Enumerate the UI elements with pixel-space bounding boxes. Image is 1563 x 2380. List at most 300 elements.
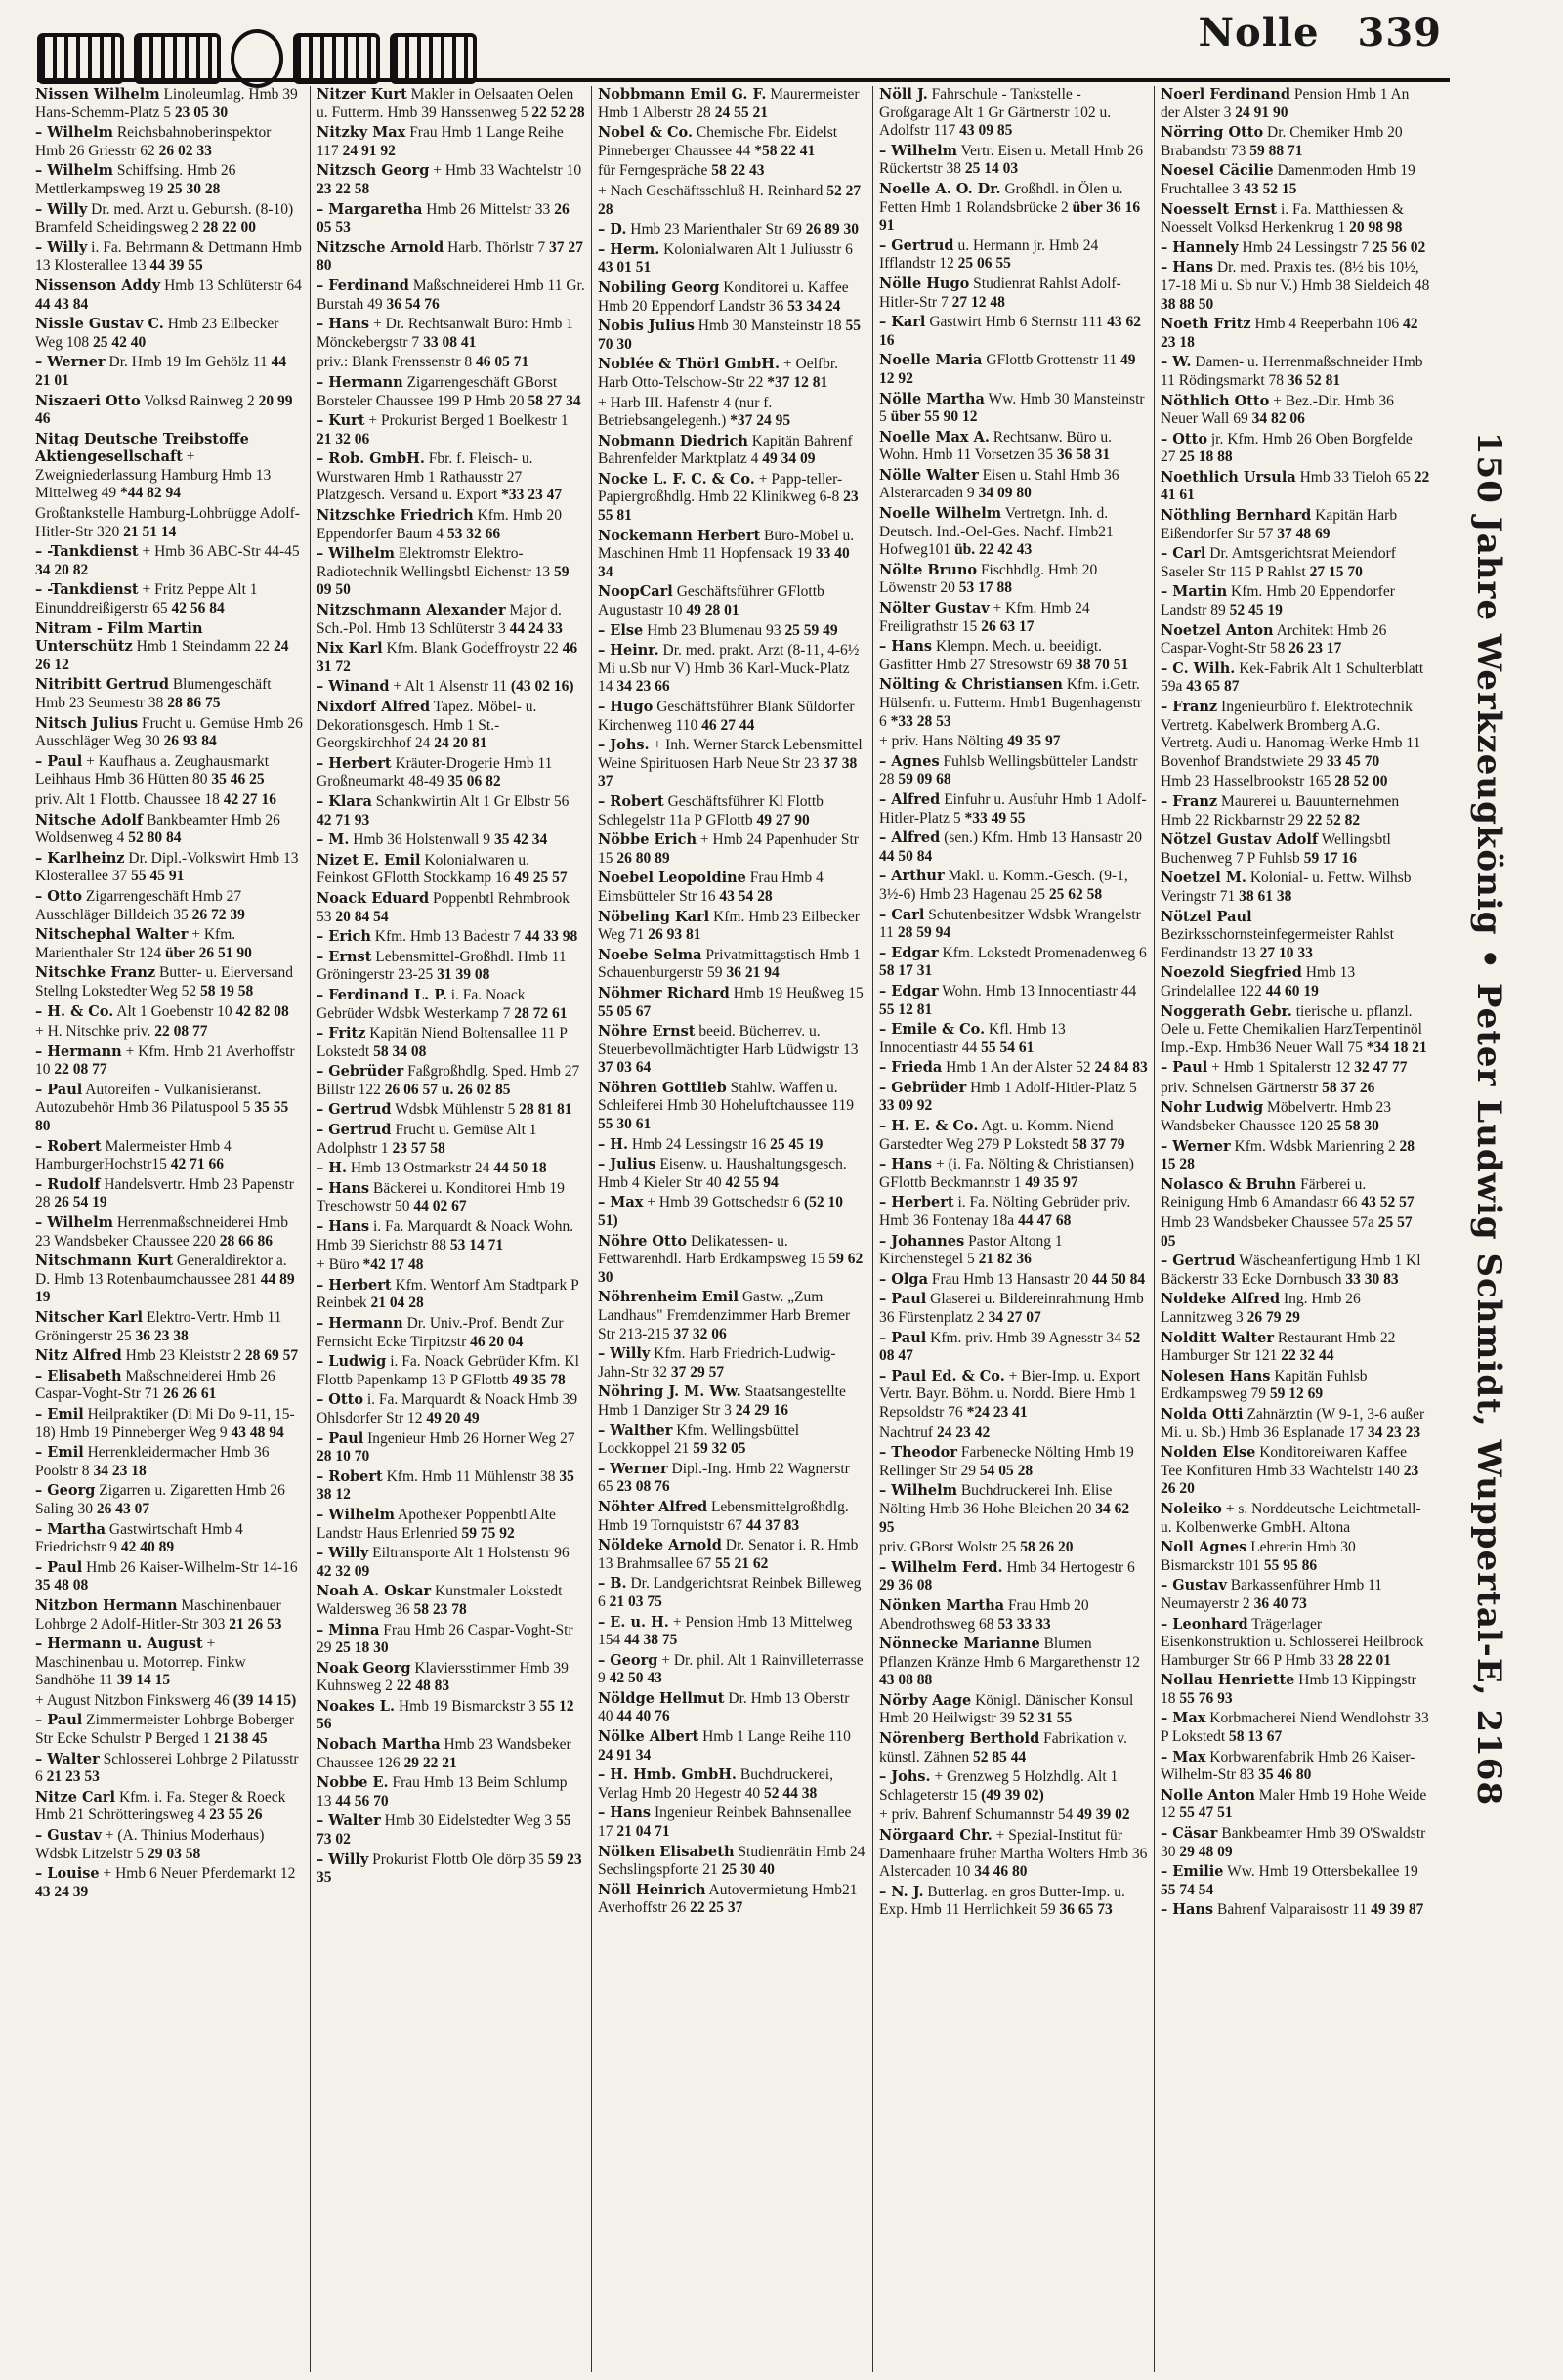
entry-phone: 34 46 80	[974, 1863, 1028, 1881]
directory-entry	[317, 1583, 585, 1619]
entry-details: + Dr. phil. Alt 1 Rainvilleterrasse 9	[598, 1651, 864, 1687]
entry-phone: 42 71 93	[317, 811, 370, 829]
directory-entry	[35, 620, 304, 675]
entry-phone: 23 55 81	[598, 489, 859, 525]
entry-name: – Gertrud	[879, 236, 954, 254]
directory-entry	[879, 86, 1148, 141]
entry-name: – Olga	[879, 1270, 928, 1288]
entry-details: Hmb 4 Reeperbahn 106	[1254, 316, 1400, 333]
directory-entry	[317, 1277, 585, 1313]
entry-details: Dr. Senator i. R. Hmb 13 Brahmsallee 67	[598, 1537, 859, 1572]
entry-details: Poppenbtl Rehmbrook 53	[317, 889, 570, 925]
entry-phone: 46 27 44	[701, 716, 755, 734]
entry-details: priv. Alt 1 Flottb. Chaussee 18	[35, 790, 220, 808]
entry-phone: 58 27 34	[528, 392, 581, 409]
entry-name: Nitsche Adolf	[35, 811, 144, 829]
entry-phone: 28 86 75	[167, 695, 221, 711]
directory-entry	[879, 983, 1148, 1019]
entry-details: Kek-Fabrik Alt 1 Schulterblatt 59a	[1161, 659, 1424, 696]
directory-entry	[598, 1805, 866, 1841]
entry-name: – Winand	[317, 678, 390, 696]
entry-name: Noezold Siegfried	[1161, 964, 1302, 982]
directory-entry	[1161, 316, 1430, 352]
entry-details: Studienrätin Hmb 24 Sechslingspforte 21	[598, 1843, 866, 1879]
entry-name: – Hans	[317, 1179, 370, 1197]
entry-name: – W.	[1161, 354, 1192, 371]
page-header	[0, 0, 1563, 78]
entry-name: Nitzbon Hermann	[35, 1596, 178, 1614]
entry-name: – Gertrud	[317, 1122, 392, 1139]
entry-phone: 44 60 19	[1265, 982, 1319, 999]
entry-details: Kfm. i.Getr. Hülsenfr. u. Futterm. Hmb1 Bugenhagenstr 6	[879, 676, 1143, 730]
entry-name: Nollau Henriette	[1161, 1672, 1295, 1689]
directory-entry	[35, 1253, 304, 1307]
entry-name: – Heinr.	[598, 642, 659, 659]
entry-name: Nöthling Bernhard	[1161, 507, 1312, 525]
directory-entry	[598, 1080, 866, 1134]
entry-name: – -Tankdienst	[35, 543, 139, 561]
entry-name: – Cäsar	[1161, 1825, 1218, 1843]
directory-entry	[598, 356, 866, 392]
entry-phone: (52 10 51)	[598, 1194, 844, 1230]
directory-entry	[35, 926, 304, 962]
entry-name: Noetzel Anton	[1161, 621, 1274, 639]
entry-details: Agt. u. Komm. Niend Garstedter Weg 279 P Lokstedt	[879, 1118, 1114, 1153]
entry-details: Rechtsanw. Büro u. Wohn. Hmb 11 Vorsetzen 35	[879, 428, 1113, 464]
entry-phone: 44 37 83	[745, 1516, 800, 1534]
directory-entry	[1161, 909, 1430, 963]
directory-entry	[35, 1309, 304, 1345]
entry-phone: 59 62 30	[598, 1251, 864, 1286]
entry-details: Linoleumlag. Hmb 39 Hans-Schemm-Platz 5	[35, 86, 298, 121]
entry-details: Hmb 24 Lessingstr 7	[1242, 238, 1370, 256]
entry-details: Großhdl. in Ölen u. Fetten Hmb 1 Rolandsbrücke 2	[879, 180, 1123, 216]
directory-entry	[598, 241, 866, 277]
entry-phone: 49 35 97	[1007, 733, 1061, 750]
entry-name: – Johs.	[598, 737, 650, 754]
entry-details: Gastwirt Hmb 6 Sternstr 111	[929, 314, 1104, 331]
directory-entry	[879, 1539, 1148, 1557]
directory-entry	[879, 1233, 1148, 1269]
entry-phone: 21 04 28	[370, 1295, 424, 1312]
entry-name: Nötzel Gustav Adolf	[1161, 831, 1319, 849]
entry-phone: *34 18 21	[1366, 1039, 1427, 1056]
directory-entry	[1161, 583, 1430, 619]
entry-name: – Hans	[879, 638, 933, 656]
entry-phone: 33 40 34	[598, 545, 850, 580]
directory-entry	[879, 868, 1148, 904]
entry-name: – Elisabeth	[35, 1367, 122, 1384]
entry-phone: 55 70 30	[598, 318, 861, 353]
directory-entry	[35, 791, 304, 810]
entry-name: Noetzel M.	[1161, 870, 1246, 887]
directory-entry	[598, 622, 866, 641]
entry-name: – Max	[1161, 1710, 1206, 1727]
entry-details: Hmb 13 Kippingstr 18	[1161, 1672, 1416, 1707]
entry-name: – Hugo	[598, 699, 654, 715]
entry-phone: 37 32 06	[673, 1325, 727, 1342]
entry-details: + H. Nitschke priv.	[35, 1023, 151, 1041]
entry-phone: 58 34 08	[373, 1042, 427, 1060]
directory-entry	[598, 1537, 866, 1573]
entry-phone: (39 14 15)	[232, 1691, 297, 1709]
directory-entry	[317, 1736, 585, 1772]
entry-details: Reichsbahnoberinspektor Hmb 26 Griesstr 62	[35, 124, 272, 159]
entry-phone: 37 03 64	[598, 1059, 652, 1077]
entry-details: + Bez.-Dir. Hmb 36 Neuer Wall 69	[1161, 392, 1394, 428]
entry-details: beeid. Bücherrev. u. Steuerbevollmächtigter Harb Lüdwigstr 13	[598, 1023, 859, 1058]
entry-name: – Herm.	[598, 240, 660, 258]
directory-entry	[317, 1430, 585, 1466]
entry-details: Hmb 1 An der Alster 52	[946, 1059, 1091, 1077]
directory-entry	[35, 316, 304, 352]
directory-entry	[1161, 393, 1430, 429]
entry-details: + Alt 1 Alsenstr 11	[393, 678, 508, 696]
entry-phone: 31 39 08	[437, 966, 490, 984]
entry-details: Korbwarenfabrik Hmb 26 Kaiser-Wilhelm-Str 83	[1161, 1748, 1415, 1784]
entry-phone: 26 26 61	[163, 1385, 217, 1403]
directory-entry	[598, 1882, 866, 1918]
directory-entry	[879, 352, 1148, 388]
entry-name: Nocke L. F. C. & Co.	[598, 470, 755, 488]
entry-phone: *44 82 94	[119, 485, 181, 502]
entry-name: – Walter	[35, 1750, 100, 1767]
entry-name: – Johannes	[879, 1232, 965, 1250]
entry-phone: *33 28 53	[890, 712, 951, 730]
directory-entry	[317, 640, 585, 676]
entry-details: Gastw. „Zum Landhaus" Fremdenzimmer Harb Bremer Str 213-215	[598, 1289, 851, 1342]
directory-entry	[35, 505, 304, 541]
entry-details: Makl. u. Komm.-Gesch. (9-1, 3½-6) Hmb 23 Hagenau 25	[879, 868, 1128, 903]
entry-details: + Hmb 39 Gottschedstr 6	[647, 1194, 801, 1211]
directory-entry	[1161, 507, 1430, 543]
directory-entry	[35, 581, 304, 617]
entry-phone: 44 21 01	[35, 354, 287, 389]
entry-phone: über 26 51 90	[165, 944, 252, 961]
entry-details: Hmb 26 Kaiser-Wilhelm-Str 14-16	[86, 1558, 298, 1576]
entry-details: Kapitän Bahrenf Bahrenfelder Marktplatz 4	[598, 432, 853, 468]
entry-name: Nöbeling Karl	[598, 908, 710, 925]
entry-name: – Alfred	[879, 829, 941, 847]
entry-phone: 22 08 77	[54, 1061, 107, 1079]
entry-phone: 27 15 70	[1309, 563, 1363, 580]
directory-entry	[35, 888, 304, 924]
entry-details: Hmb 36 Holstenwall 9	[353, 831, 491, 849]
entry-details: Lebensmittel-Großhdl. Hmb 11 Gröningerstr 23-25	[317, 948, 567, 984]
entry-name: – Georg	[35, 1482, 96, 1500]
entry-details: Prokurist Flottb Ole dörp 35	[372, 1850, 544, 1868]
entry-details: Büro-Möbel u. Maschinen Hmb 11 Hopfensack 19	[598, 527, 855, 563]
directory-entry	[879, 1884, 1148, 1920]
directory-entry	[598, 1233, 866, 1288]
entry-name: – Karl	[879, 314, 926, 331]
entry-details: Ww. Hmb 19 Ottersbekallee 19	[1227, 1863, 1418, 1881]
entry-phone: 21 82 36	[978, 1251, 1032, 1268]
entry-details: Kolonial- u. Fettw. Wilhsb Veringstr 71	[1161, 870, 1412, 905]
entry-details: + Nach Geschäftsschluß H. Reinhard	[598, 182, 824, 199]
entry-phone: 59 12 69	[1269, 1385, 1324, 1403]
entry-details: Dr. Chemiker Hmb 20 Brabandstr 73	[1161, 124, 1403, 159]
entry-phone: 35 42 34	[493, 831, 548, 849]
entry-details: Frau Hmb 13 Beim Schlump 13	[317, 1774, 568, 1809]
entry-details: Frau Hmb 4 Eimsbütteler Str 16	[598, 870, 824, 905]
entry-name: – Herbert	[317, 754, 392, 772]
entry-name: – Emil	[35, 1405, 84, 1423]
directory-entry	[879, 237, 1148, 274]
entry-phone: 34 23 66	[616, 678, 670, 696]
entry-details: Staatsangestellte Hmb 1 Danziger Str 3	[598, 1383, 846, 1419]
entry-name: – Werner	[598, 1460, 668, 1477]
entry-details: + Fritz Peppe Alt 1 Einunddreißigerstr 65	[35, 581, 258, 617]
entry-details: Major d. Sch.-Pol. Hmb 13 Schlüterstr 3	[317, 602, 562, 637]
entry-phone: 54 05 28	[979, 1462, 1034, 1479]
directory-entry	[1161, 124, 1430, 160]
entry-name: Nobach Martha	[317, 1736, 441, 1754]
directory-entry	[598, 737, 866, 791]
entry-details: Restaurant Hmb 22 Hamburger Str 121	[1161, 1329, 1396, 1365]
entry-details: Schlosserei Lohbrge 2 Pilatusstr 6	[35, 1750, 299, 1786]
entry-name: Nobbe E.	[317, 1774, 389, 1792]
entry-phone: 28 22 01	[1337, 1651, 1391, 1669]
entry-phone: 21 32 06	[317, 430, 370, 447]
entry-details: Schiffsing. Hmb 26 Mettlerkampsweg 19	[35, 162, 236, 197]
entry-phone: 28 10 70	[317, 1448, 370, 1466]
entry-phone: 26 89 30	[805, 221, 860, 238]
entry-phone: 25 30 28	[167, 180, 221, 197]
entry-details: Alt 1 Goebenstr 10	[116, 1002, 232, 1020]
entry-details: + Dr. Rechtsanwalt Büro: Hmb 1 Mönckebergstr 7	[317, 316, 574, 351]
entry-details: Hmb 1 Adolf-Hitler-Platz 5	[970, 1079, 1137, 1096]
entry-details: Dr. med. Praxis tes. (8½ bis 10½, 17-18 Mi u. Sb nur V.) Hmb 38 Sieldeich 48	[1161, 259, 1430, 294]
entry-details: Damen- u. Herrenmaßschneider Hmb 11 Rödingsmarkt 78	[1161, 354, 1423, 389]
entry-phone: 38 88 50	[1161, 295, 1214, 313]
entry-phone: 55 05 67	[598, 1002, 652, 1020]
entry-phone: 55 95 86	[1263, 1556, 1318, 1574]
directory-entry	[598, 1728, 866, 1764]
entry-name: – M.	[317, 831, 350, 849]
directory-entry	[1161, 354, 1430, 390]
entry-name: – Willy	[35, 238, 88, 256]
directory-entry	[317, 1545, 585, 1581]
entry-phone: 36 58 31	[1056, 446, 1111, 464]
entry-details: Kräuter-Drogerie Hmb 11 Großneumarkt 48-49	[317, 754, 553, 790]
entry-name: – Wilhelm	[35, 162, 113, 180]
entry-name: Nölter Gustav	[879, 600, 990, 617]
entry-name: – D.	[598, 221, 627, 238]
entry-phone: 21 51 14	[123, 523, 177, 540]
entry-name: – H.	[317, 1160, 348, 1177]
entry-details: Hmb 23 Kleiststr 2	[125, 1347, 242, 1365]
entry-name: – Walter	[317, 1812, 381, 1830]
entry-name: – Wilhelm	[35, 124, 113, 142]
directory-entry	[35, 162, 304, 198]
directory-entry	[317, 1774, 585, 1810]
directory-entry	[35, 1521, 304, 1557]
entry-details: Bankbeamter Hmb 26 Woldsenweg 4	[35, 811, 280, 847]
directory-entry	[35, 1347, 304, 1366]
directory-entry	[317, 1507, 585, 1543]
entry-details: Buchdruckerei, Verlag Hmb 20 Hegestr 40	[598, 1766, 833, 1802]
entry-phone: 25 59 49	[784, 621, 838, 639]
entry-name: – H.	[598, 1135, 629, 1153]
entry-name: – Paul	[35, 1558, 83, 1576]
entry-phone: *33 49 55	[964, 809, 1026, 827]
entry-phone: 49 27 90	[756, 811, 810, 829]
entry-name: Noerl Ferdinand	[1161, 86, 1290, 103]
directory-entry	[598, 279, 866, 316]
entry-phone: 21 23 53	[46, 1768, 100, 1786]
entry-details: Hmb 23 Wandsbeker Chaussee 126	[317, 1736, 571, 1771]
entry-phone: 55 12 81	[879, 1000, 933, 1018]
directory-entry	[1161, 1003, 1430, 1058]
entry-name: Noelle Wilhelm	[879, 505, 1002, 523]
entry-details: Frucht u. Gemüse Hmb 26 Ausschläger Weg 30	[35, 714, 303, 750]
directory-entry	[598, 471, 866, 526]
entry-phone: 44 47 68	[1018, 1212, 1072, 1230]
entry-name: – Minna	[317, 1621, 380, 1638]
directory-entry	[1161, 545, 1430, 581]
directory-entry	[598, 395, 866, 431]
entry-phone: 22 25 37	[690, 1899, 743, 1917]
entry-details: i. Fa. Marquardt & Noack Hmb 39 Ohlsdorfer Str 12	[317, 1391, 578, 1426]
entry-details: Hmb 23 Blumenau 93	[647, 621, 782, 639]
entry-details: Damenmoden Hmb 19 Fruchtallee 3	[1161, 162, 1415, 197]
directory-entry	[1161, 831, 1430, 868]
entry-phone: 55 12 56	[317, 1697, 574, 1733]
entry-phone: 44 40 76	[616, 1708, 670, 1725]
directory-column	[873, 86, 1155, 2372]
directory-entry	[879, 276, 1148, 312]
directory-entry	[1161, 773, 1430, 791]
entry-details: Hmb 24 Lessingstr 16	[631, 1135, 767, 1153]
entry-name: – Theodor	[879, 1444, 957, 1462]
entry-name: – Martha	[35, 1520, 106, 1538]
entry-details: + Büro	[317, 1256, 359, 1274]
entry-details: Herrenkleidermacher Hmb 36 Poolstr 8	[35, 1444, 270, 1479]
entry-phone: 43 52 57	[1361, 1194, 1415, 1211]
entry-name: Nockemann Herbert	[598, 527, 761, 544]
entry-details: Dipl.-Ing. Hmb 22 Wagnerstr 65	[598, 1460, 850, 1496]
directory-entry	[35, 1712, 304, 1748]
entry-phone: 59 09 68	[898, 771, 951, 788]
entry-name: – Otto	[1161, 430, 1207, 447]
entry-phone: 25 42 40	[93, 333, 147, 351]
entry-name: – Paul	[35, 752, 83, 770]
directory-entry	[879, 829, 1148, 866]
entry-details: Blumen Pflanzen Kränze Hmb 6 Margarethenstr 12	[879, 1636, 1140, 1671]
entry-details: Zigarrengeschäft GBorst Borsteler Chaussee 199 P Hmb 20	[317, 373, 558, 409]
entry-name: – Robert	[598, 792, 664, 810]
entry-details: + (i. Fa. Nölting & Christiansen) GFlottb Beckmannstr 1	[879, 1156, 1134, 1191]
entry-phone: 26 43 07	[96, 1500, 150, 1517]
entry-details: priv. Schnelsen Gärtnerstr	[1161, 1079, 1319, 1096]
entry-details: Färberei u. Reinigung Hmb 6 Amandastr 66	[1161, 1175, 1367, 1211]
entry-name: Noak Georg	[317, 1659, 411, 1677]
entry-details: Großtankstelle Hamburg-Lohbrügge Adolf-Hitler-Str 320	[35, 505, 300, 540]
entry-details: + priv. Bahrenf Schumannstr 54	[879, 1806, 1074, 1824]
directory-entry	[1161, 239, 1430, 258]
entry-details: Glaserei u. Bildereinrahmung Hmb 36 Fürstenplatz 2	[879, 1291, 1144, 1326]
entry-phone: 59 17 16	[1303, 849, 1357, 867]
directory-entry	[317, 678, 585, 697]
entry-name: Nolden Else	[1161, 1444, 1256, 1462]
directory-column	[29, 86, 311, 2372]
directory-entry	[879, 562, 1148, 598]
entry-phone: 23 55 26	[209, 1806, 263, 1824]
directory-entry	[35, 277, 304, 314]
directory-entry	[879, 467, 1148, 503]
entry-details: Barkassenführer Hmb 11 Neumayerstr 2	[1161, 1577, 1383, 1612]
entry-phone: 24 23 42	[936, 1424, 991, 1441]
entry-phone: 43 54 28	[719, 887, 773, 905]
directory-entry	[598, 1383, 866, 1420]
entry-name: – Carl	[879, 906, 925, 923]
directory-entry	[1161, 86, 1430, 122]
directory-entry	[879, 429, 1148, 465]
entry-name: – E. u. H.	[598, 1613, 669, 1631]
entry-details: jr. Kfm. Hmb 26 Oben Borgfelde 27	[1161, 430, 1413, 466]
entry-details: Geschäftsführer Kl Flottb Schlegelstr 11a P GFlottb	[598, 792, 824, 829]
entry-name: – Hans	[317, 316, 370, 333]
entry-details: Hmb 23 Eilbecker Weg 108	[35, 316, 279, 351]
entry-phone: 53 34 24	[787, 297, 841, 315]
entry-phone: 24 91 92	[342, 142, 396, 159]
entry-name: Nizet E. Emil	[317, 851, 421, 869]
entry-details: + Harb III. Hafenstr 4 (nur f. Betriebsangelegenh.)	[598, 394, 773, 430]
directory-entry	[317, 162, 585, 198]
directory-entry	[879, 1444, 1148, 1480]
entry-details: + Pension Hmb 13 Mittelweg 154	[598, 1613, 853, 1649]
directory-entry	[317, 852, 585, 888]
entry-phone: 39 14 15	[116, 1672, 171, 1689]
entry-details: Kolonialwaren Alt 1 Juliusstr 6	[663, 240, 853, 258]
entry-phone: 49 35 78	[512, 1371, 566, 1388]
entry-name: Nölke Albert	[598, 1728, 699, 1746]
entry-name: – Hans	[317, 1218, 370, 1236]
entry-name: – Willy	[598, 1345, 651, 1363]
entry-details: Dr. Hmb 13 Oberstr 40	[598, 1689, 850, 1725]
entry-phone: 59 75 92	[461, 1524, 515, 1542]
entry-phone: über 55 90 12	[890, 408, 978, 426]
entry-name: Nohr Ludwig	[1161, 1099, 1264, 1117]
entry-name: – Franz	[1161, 792, 1218, 810]
directory-entry	[317, 1101, 585, 1120]
entry-details: Konditorei u. Kaffee Hmb 20 Eppendorf Landstr 36	[598, 278, 849, 315]
entry-phone: 58 26 20	[1020, 1539, 1074, 1556]
entry-details: + Kaufhaus a. Zeughausmarkt Leihhaus Hmb 36 Hütten 80	[35, 752, 270, 788]
entry-phone: 44 02 67	[413, 1198, 467, 1215]
entry-phone: 29 22 21	[403, 1754, 457, 1771]
entry-phone: 33 08 41	[423, 333, 477, 351]
entry-phone: 26 02 33	[158, 142, 212, 159]
directory-entry	[35, 1138, 304, 1174]
entry-details: Geschäftsführer Blank Süldorfer Kirchenweg 110	[598, 699, 855, 734]
entry-details: i. Fa. Noack Gebrüder Wdsbk Westerkamp 7	[317, 986, 526, 1022]
directory-entry	[598, 1766, 866, 1803]
entry-phone: 29 03 58	[147, 1845, 201, 1862]
entry-name: Nitag Deutsche Treibstoffe Aktiengesellschaft	[35, 430, 249, 466]
entry-phone: 36 54 76	[386, 295, 440, 313]
entry-details: Gastwirtschaft Hmb 4 Friedrichstr 9	[35, 1520, 243, 1556]
entry-phone: 44 39 55	[149, 257, 203, 275]
entry-name: – Leonhard	[1161, 1615, 1248, 1633]
directory-entry	[879, 1482, 1148, 1537]
directory-entry	[317, 1660, 585, 1696]
entry-name: – Ludwig	[317, 1353, 387, 1371]
entry-name: Nobiling Georg	[598, 278, 720, 296]
directory-entry	[879, 600, 1148, 636]
directory-entry	[1161, 1444, 1430, 1499]
